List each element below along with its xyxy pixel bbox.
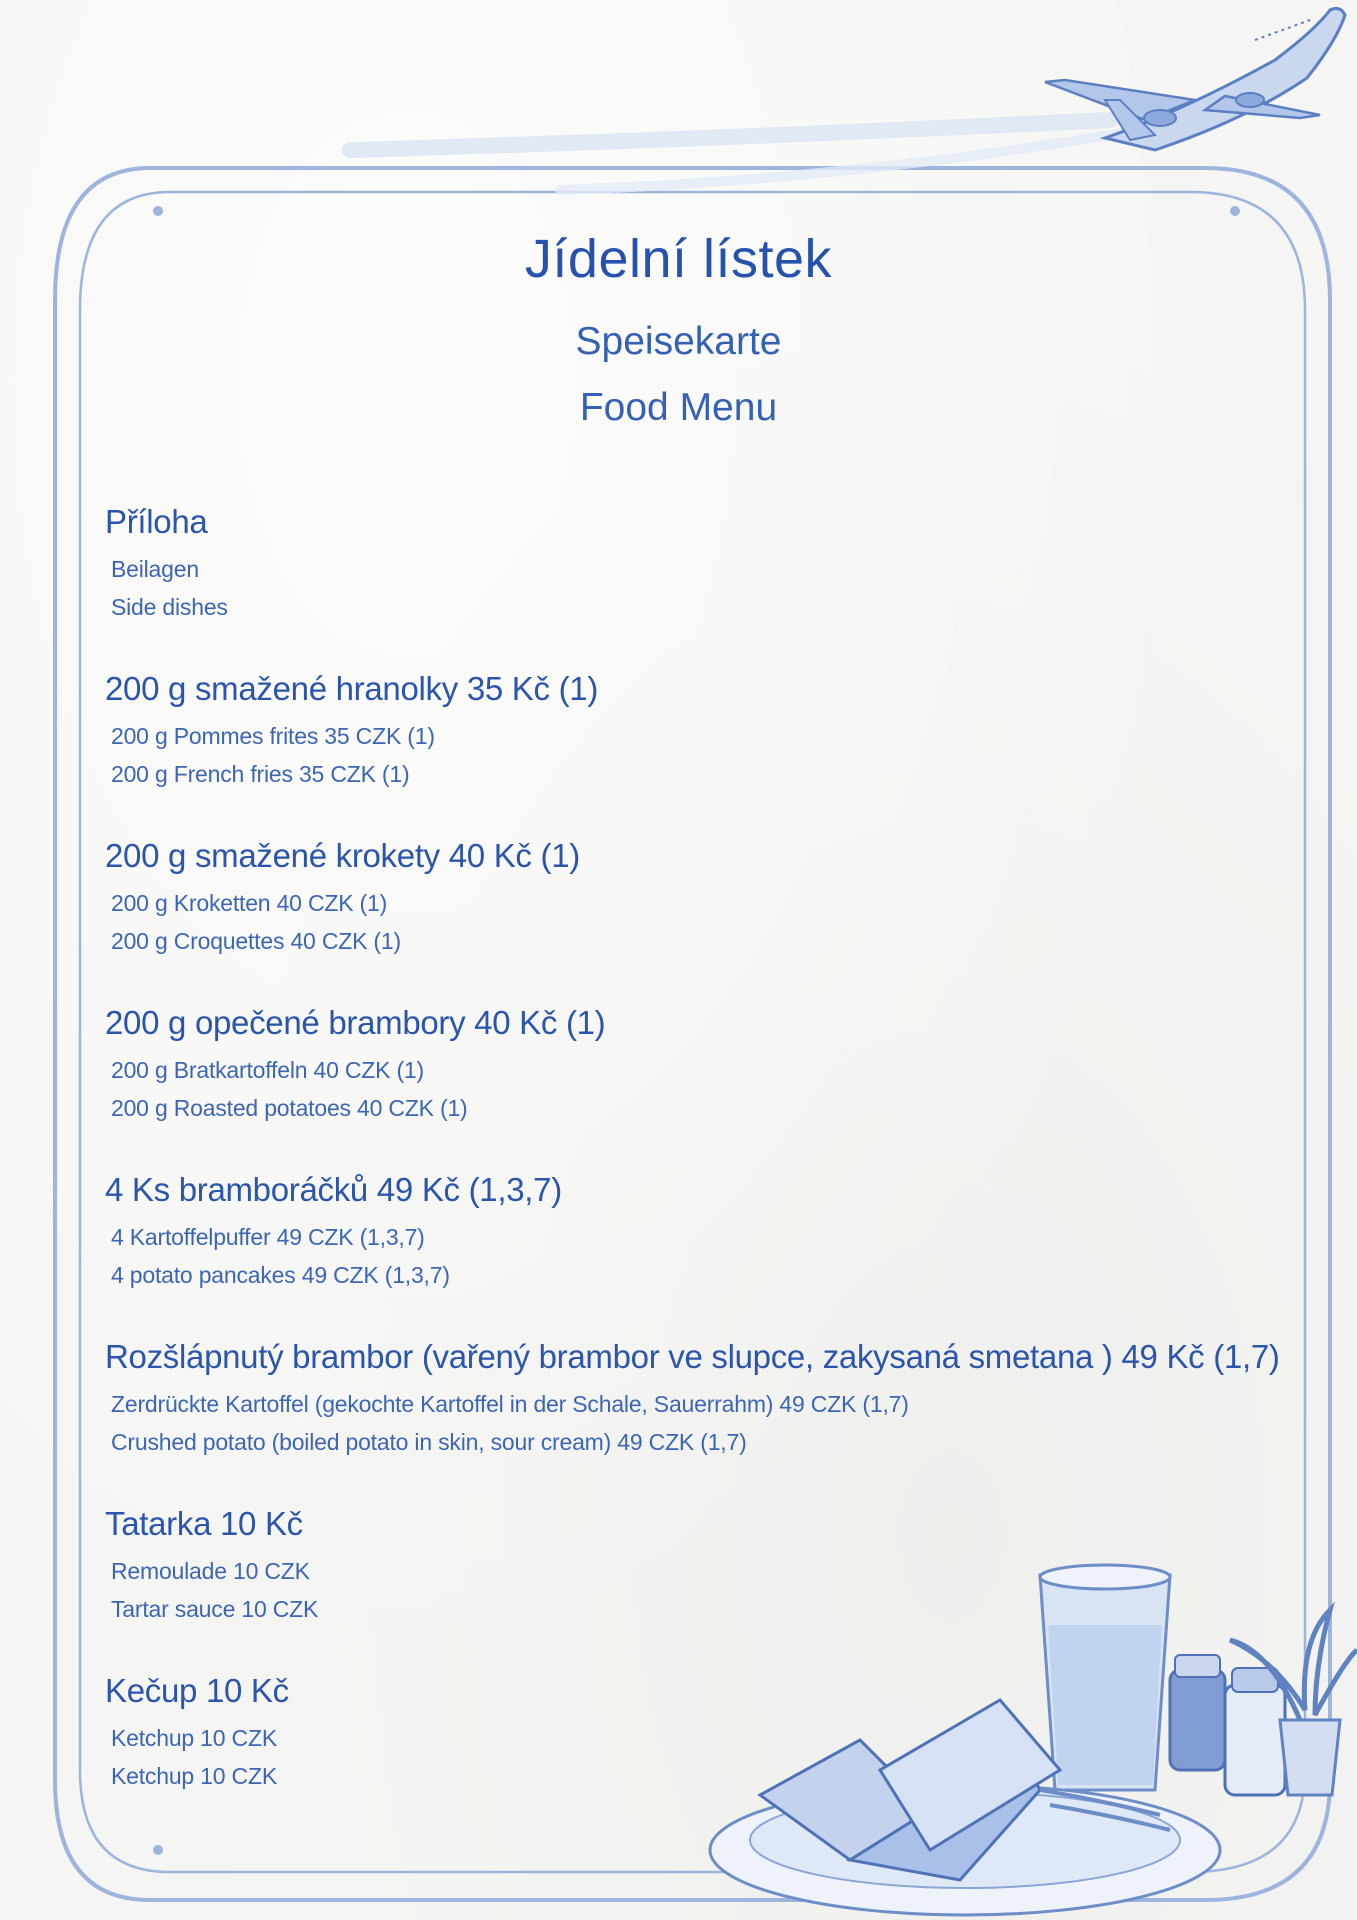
item-name-de: 200 g Pommes frites 35 CZK (1) [111, 723, 435, 749]
section-heading-cz: Příloha [105, 503, 208, 540]
section-heading-en: Side dishes [111, 594, 228, 620]
item-name-en: Ketchup 10 CZK [111, 1763, 277, 1789]
menu-item [105, 1335, 1280, 1461]
menu-item [105, 1669, 289, 1795]
item-name-de: Ketchup 10 CZK [111, 1725, 277, 1751]
item-name-en: Crushed potato (boiled potato in skin, sour cream) 49 CZK (1,7) [111, 1429, 747, 1455]
page-title: Jídelní lístek [524, 229, 833, 289]
item-name-de: 200 g Bratkartoffeln 40 CZK (1) [111, 1057, 424, 1083]
subtitle-german: Speisekarte [575, 320, 782, 363]
subtitle-english: Food Menu [579, 386, 778, 429]
item-name-en: 4 potato pancakes 49 CZK (1,3,7) [111, 1262, 450, 1288]
food-plate-illustration [710, 1565, 1357, 1915]
menu-section [105, 500, 228, 626]
menu-item [105, 1502, 318, 1628]
item-name-de: Zerdrückte Kartoffel (gekochte Kartoffel in der Schale, Sauerrahm) 49 CZK (1,7) [111, 1391, 909, 1417]
item-name-cz: 4 Ks bramboráčků 49 Kč (1,3,7) [105, 1171, 562, 1208]
item-name-en: 200 g French fries 35 CZK (1) [111, 761, 410, 787]
item-name-cz: Rozšlápnutý brambor (vařený brambor ve slupce, zakysaná smetana ) 49 Kč (1,7) [105, 1338, 1280, 1375]
item-name-cz: 200 g smažené krokety 40 Kč (1) [105, 837, 580, 874]
menu-item [105, 1168, 562, 1294]
item-name-de: 4 Kartoffelpuffer 49 CZK (1,3,7) [111, 1224, 425, 1250]
item-name-en: 200 g Roasted potatoes 40 CZK (1) [111, 1095, 468, 1121]
item-name-de: 200 g Kroketten 40 CZK (1) [111, 890, 388, 916]
item-name-en: Tartar sauce 10 CZK [111, 1596, 319, 1622]
item-name-de: Remoulade 10 CZK [111, 1558, 310, 1584]
item-name-cz: 200 g opečené brambory 40 Kč (1) [105, 1004, 606, 1041]
item-name-cz: Kečup 10 Kč [105, 1672, 289, 1709]
menu-item [105, 1001, 605, 1127]
item-name-en: 200 g Croquettes 40 CZK (1) [111, 928, 401, 954]
section-heading-de: Beilagen [111, 556, 199, 582]
item-name-cz: 200 g smažené hranolky 35 Kč (1) [105, 670, 599, 707]
menu-item [105, 667, 598, 793]
menu-item [105, 834, 580, 960]
item-name-cz: Tatarka 10 Kč [105, 1505, 303, 1542]
